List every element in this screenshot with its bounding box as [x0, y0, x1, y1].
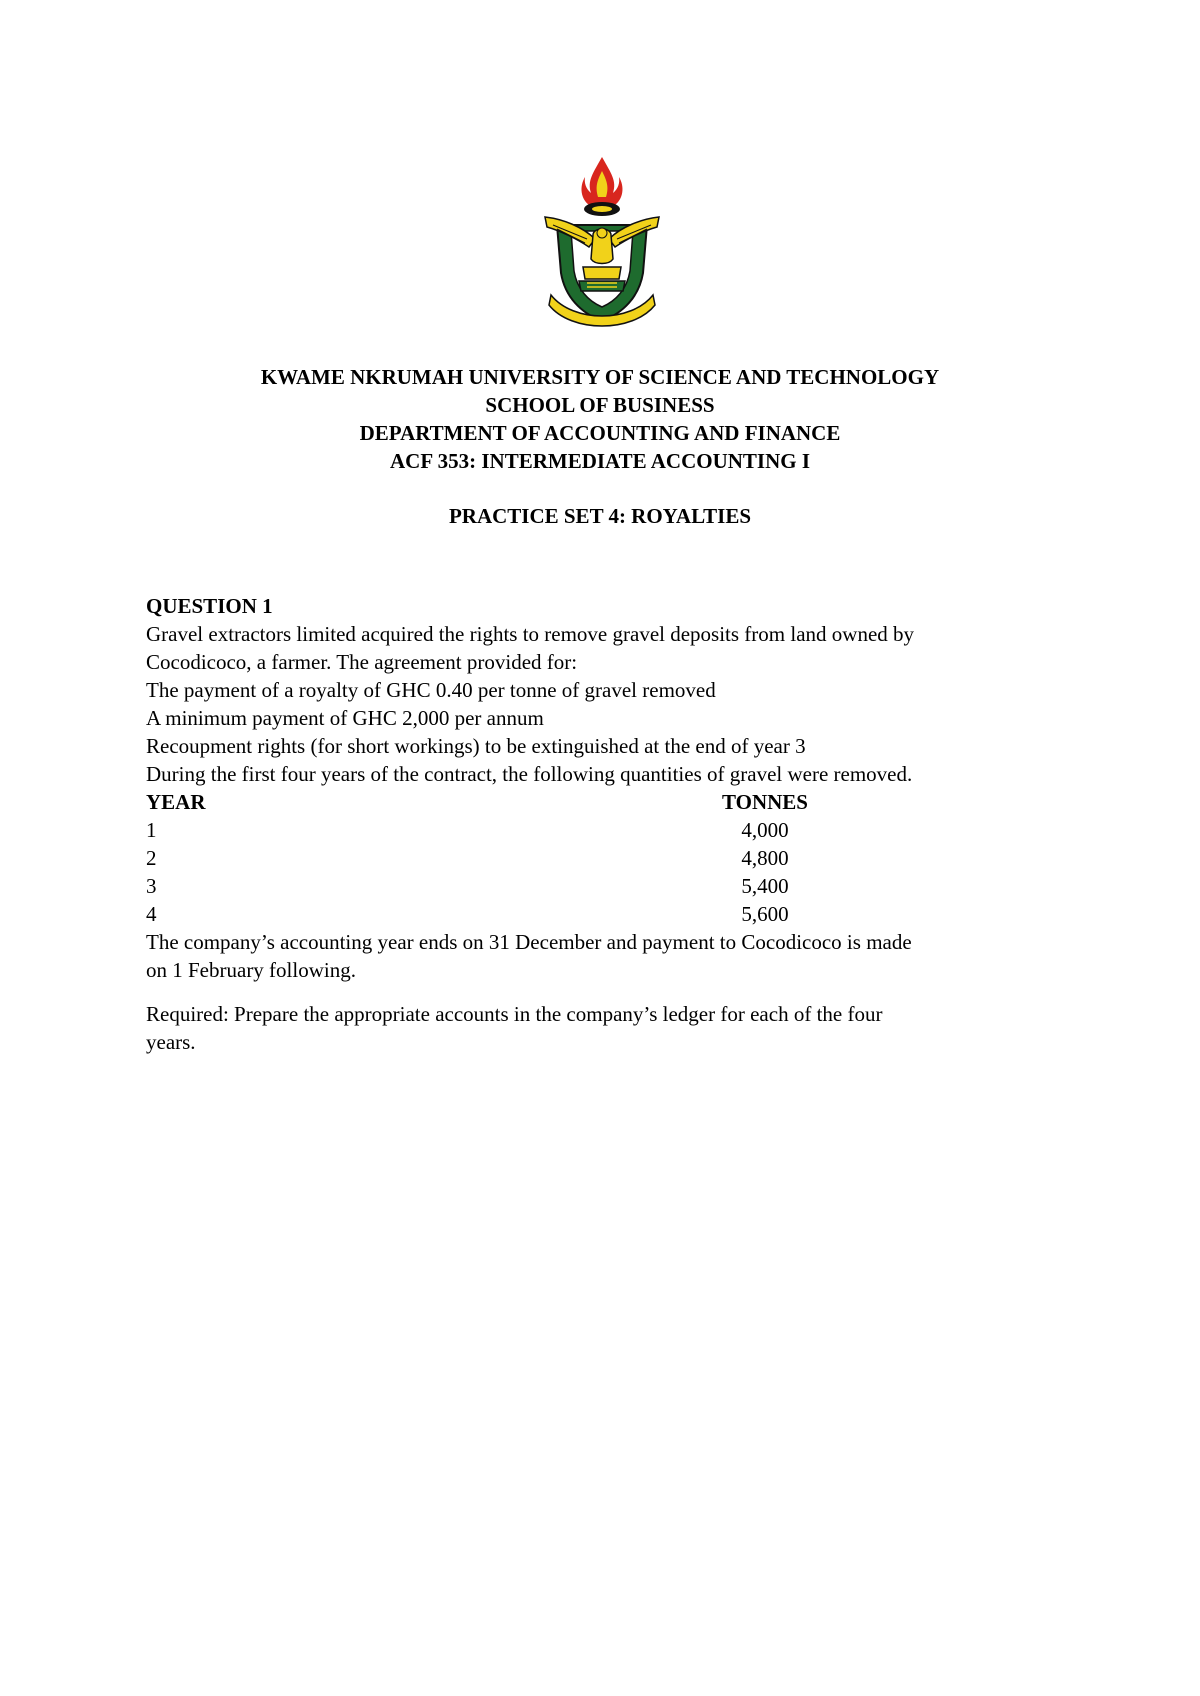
tonnes-cell: 5,400: [741, 874, 789, 898]
year-column-header: YEAR: [146, 790, 206, 814]
question-title: QUESTION 1: [146, 594, 273, 618]
university-name: KWAME NKRUMAH UNIVERSITY OF SCIENCE AND TECHNOLOGY: [260, 365, 940, 389]
question-line: The payment of a royalty of GHC 0.40 per tonne of gravel removed: [146, 678, 716, 702]
table-header-row: [146, 788, 1046, 816]
question-line: A minimum payment of GHC 2,000 per annum: [146, 706, 544, 730]
required-line: Required: Prepare the appropriate accounts in the company’s ledger for each of the four: [146, 1002, 883, 1026]
closing-line: on 1 February following.: [146, 958, 356, 982]
question-line: Gravel extractors limited acquired the rights to remove gravel deposits from land owned by: [146, 622, 915, 646]
year-cell: 2: [146, 846, 157, 870]
question-section: [146, 592, 1046, 1056]
tonnes-cell: 4,000: [741, 818, 789, 842]
tonnes-cell: 4,800: [741, 846, 789, 870]
tonnage-table: [146, 788, 1046, 928]
practice-set-title: PRACTICE SET 4: ROYALTIES: [448, 504, 752, 528]
required-line: years.: [146, 1030, 196, 1054]
question-line: During the first four years of the contract, the following quantities of gravel were removed.: [146, 762, 913, 786]
tonnes-column-header: TONNES: [722, 790, 808, 814]
year-cell: 1: [146, 818, 157, 842]
table-row: [146, 816, 1046, 844]
question-line: Cocodicoco, a farmer. The agreement provided for:: [146, 650, 578, 674]
university-crest-icon: [543, 155, 661, 331]
school-name: SCHOOL OF BUSINESS: [485, 393, 715, 417]
table-row: [146, 844, 1046, 872]
question-line: Recoupment rights (for short workings) to be extinguished at the end of year 3: [146, 734, 806, 758]
year-cell: 4: [146, 902, 157, 926]
department-name: DEPARTMENT OF ACCOUNTING AND FINANCE: [359, 421, 841, 445]
table-row: [146, 900, 1046, 928]
document-header: [0, 363, 1200, 530]
closing-line: The company’s accounting year ends on 31 December and payment to Cocodicoco is made: [146, 930, 912, 954]
course-title: ACF 353: INTERMEDIATE ACCOUNTING I: [389, 449, 811, 473]
table-row: [146, 872, 1046, 900]
tonnes-cell: 5,600: [741, 902, 789, 926]
year-cell: 3: [146, 874, 157, 898]
